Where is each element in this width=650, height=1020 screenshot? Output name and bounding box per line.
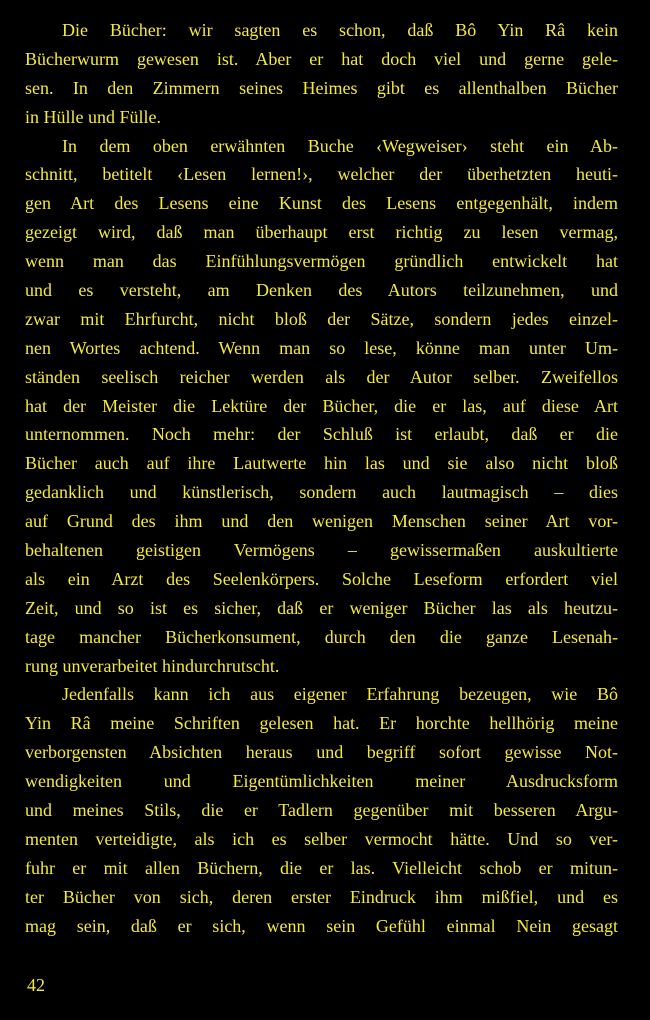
text-line: unternommen. Noch mehr: der Schluß ist erlaubt, daß er die	[25, 424, 618, 445]
text-line: Jedenfalls kann ich aus eigener Erfahrung bezeugen, wie Bô	[62, 684, 618, 705]
text-line: tage mancher Bücherkonsument, durch den die ganze Lesenah-	[25, 626, 618, 647]
text-line: und meines Stils, die er Tadlern gegenüber mit besseren Argu-	[25, 800, 618, 821]
text-line: ter Bücher von sich, deren erster Eindruck ihm mißfiel, und es	[25, 886, 618, 907]
text-line: ständen seelisch reicher werden als der Autor selber. Zweifellos	[25, 366, 618, 387]
text-line: Bücherwurm gewesen ist. Aber er hat doch viel und gerne gele-	[25, 48, 618, 69]
text-line: gedanklich und künstlerisch, sondern auch lautmagisch – dies	[25, 482, 618, 503]
text-line: Yin Râ meine Schriften gelesen hat. Er horchte hellhörig meine	[25, 713, 618, 734]
text-line: fuhr er mit allen Büchern, die er las. Vielleicht schob er mitun-	[25, 857, 618, 878]
text-line: Bücher auch auf ihre Lautwerte hin las und sie also nicht bloß	[25, 453, 618, 474]
page-number: 42	[27, 975, 45, 995]
text-line: gen Art des Lesens eine Kunst des Lesens entgegenhält, indem	[25, 193, 618, 214]
paragraph-3	[25, 680, 618, 940]
paragraph-1	[25, 16, 618, 132]
text-line: wenn man das Einfühlungsvermögen gründlich entwickelt hat	[25, 251, 618, 272]
text-line: und es versteht, am Denken des Autors teilzunehmen, und	[25, 280, 618, 301]
text-line: schnitt, betitelt ‹Lesen lernen!›, welcher der überhetzten heuti-	[25, 164, 618, 185]
text-line: sen. In den Zimmern seines Heimes gibt es allenthalben Bücher	[25, 77, 618, 98]
text-line: In dem oben erwähnten Buche ‹Wegweiser› steht ein Ab-	[62, 135, 618, 156]
text-line: hat der Meister die Lektüre der Bücher, die er las, auf diese Art	[25, 395, 618, 416]
text-line: auf Grund des ihm und den wenigen Menschen seiner Art vor-	[25, 511, 618, 532]
text-line: Zeit, und so ist es sicher, daß er weniger Bücher las als heutzu-	[25, 597, 618, 618]
text-line: als ein Arzt des Seelenkörpers. Solche Leseform erfordert viel	[25, 568, 618, 589]
body-text	[25, 16, 618, 941]
text-line: rung unverarbeitet hindurchrutscht.	[25, 655, 280, 676]
text-line: menten verteidigte, als ich es selber vermocht hätte. Und so ver-	[25, 828, 618, 849]
text-line: Die Bücher: wir sagten es schon, daß Bô Yin Râ kein	[62, 20, 618, 40]
text-line: nen Wortes achtend. Wenn man so lese, könne man unter Um-	[25, 337, 618, 358]
text-line: in Hülle und Fülle.	[25, 106, 161, 127]
text-line: behaltenen geistigen Vermögens – gewissermaßen auskultierte	[25, 540, 618, 561]
text-line: zwar mit Ehrfurcht, nicht bloß der Sätze, sondern jedes einzel-	[25, 308, 618, 329]
text-line: verborgensten Absichten heraus und begriff sofort gewisse Not-	[25, 742, 618, 763]
text-line: mag sein, daß er sich, wenn sein Gefühl einmal Nein gesagt	[25, 915, 618, 936]
text-line: gezeigt wird, daß man überhaupt erst richtig zu lesen vermag,	[25, 222, 618, 243]
text-line: wendigkeiten und Eigentümlichkeiten meiner Ausdrucksform	[25, 771, 618, 792]
paragraph-2	[25, 132, 618, 681]
